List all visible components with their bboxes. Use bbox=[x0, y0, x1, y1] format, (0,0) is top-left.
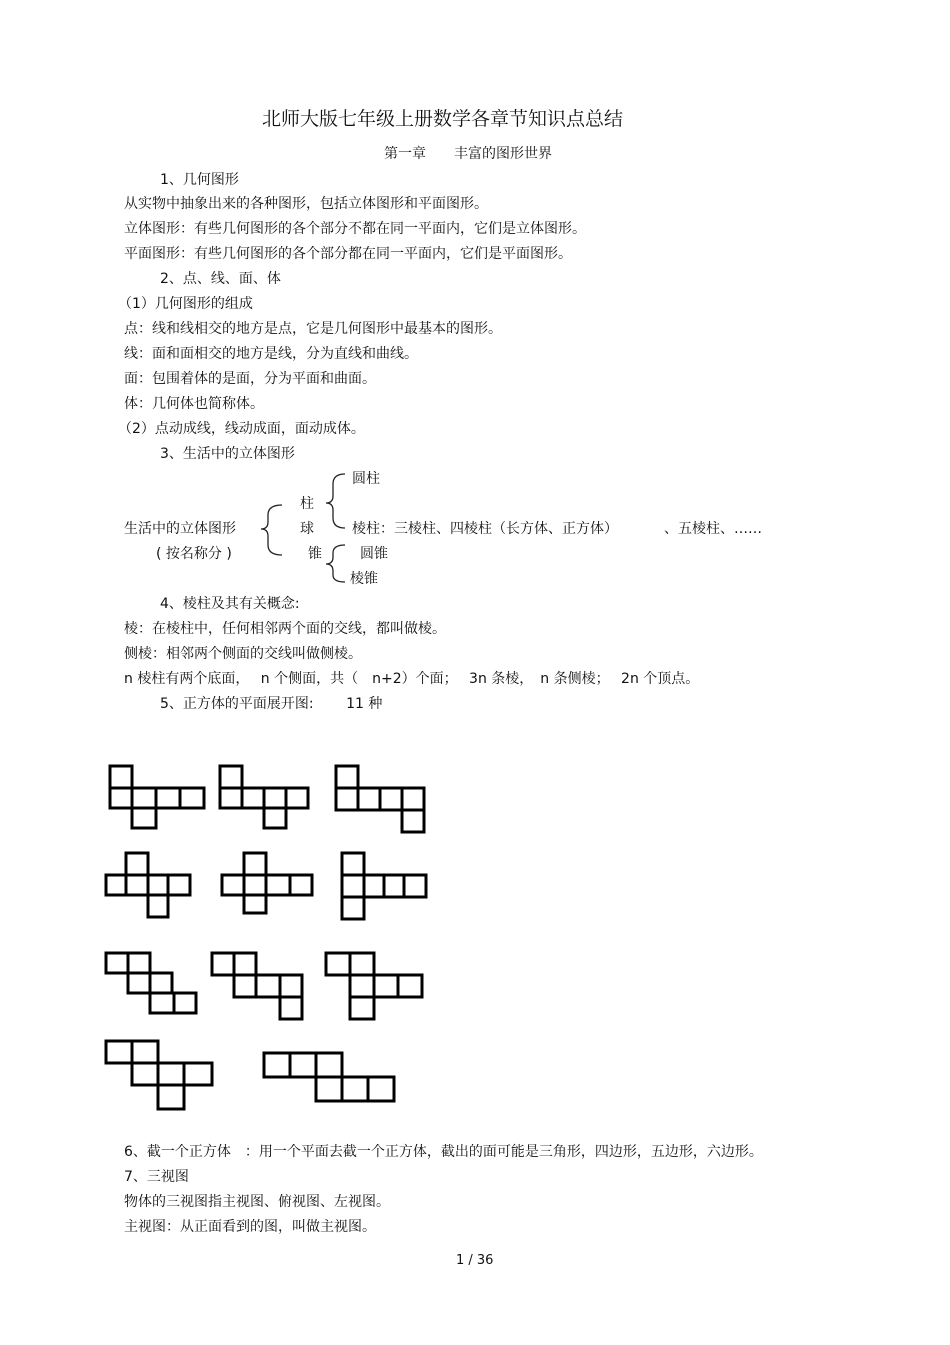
section-7-line-2: 主视图：从正面看到的图，叫做主视图。 bbox=[124, 1219, 376, 1235]
section-4-line-3: n 棱柱有两个底面， n 个侧面，共（ n+2）个面； 3n 条棱， n 条侧棱； 2n 个顶点。 bbox=[124, 671, 700, 687]
cube-net-10 bbox=[106, 1041, 212, 1109]
cube-net-11 bbox=[264, 1053, 394, 1101]
section-5-heading: 5、正方体的平面展开图: 11 种 bbox=[160, 696, 383, 712]
tree-lengzhui: 棱锥 bbox=[350, 571, 378, 587]
section-4-heading: 4、棱柱及其有关概念: bbox=[160, 596, 300, 612]
tree-zhui: 锥 bbox=[308, 546, 322, 562]
tree-lengzhu: 棱柱：三棱柱、四棱柱（长方体、正方体） bbox=[352, 521, 618, 537]
cube-net-6 bbox=[342, 853, 426, 919]
tree-qiu: 球 bbox=[300, 521, 314, 537]
section-1-line-2: 立体图形：有些几何图形的各个部分不都在同一平面内，它们是立体图形。 bbox=[124, 221, 586, 237]
tree-lengzhu-more: 、五棱柱、…… bbox=[664, 521, 762, 537]
section-1-line-1: 从实物中抽象出来的各种图形，包括立体图形和平面图形。 bbox=[124, 196, 488, 212]
section-6-line: 6、截一个正方体 ：用一个平面去截一个正方体，截出的面可能是三角形，四边形，五边形，六边形。 bbox=[124, 1144, 763, 1160]
cube-net-4 bbox=[106, 853, 190, 917]
section-4-line-2: 侧棱：相邻两个侧面的交线叫做侧棱。 bbox=[124, 646, 362, 662]
section-2-line-2: 线：面和面相交的地方是线，分为直线和曲线。 bbox=[124, 346, 418, 362]
cube-net-1 bbox=[110, 766, 204, 828]
section-2-line-4: 体：几何体也简称体。 bbox=[124, 396, 264, 412]
section-2-line-1: 点：线和线相交的地方是点，它是几何图形中最基本的图形。 bbox=[124, 321, 502, 337]
cube-net-7 bbox=[106, 953, 196, 1013]
section-2-heading: 2、点、线、面、体 bbox=[160, 271, 281, 287]
chapter-heading: 第一章 丰富的图形世界 bbox=[384, 146, 552, 162]
tree-root-note: ( 按名称分 ) bbox=[156, 546, 232, 562]
section-2-sub-2: （2）点动成线，线动成面，面动成体。 bbox=[118, 421, 365, 437]
section-1-line-3: 平面图形：有些几何图形的各个部分都在同一平面内，它们是平面图形。 bbox=[124, 246, 572, 262]
cube-net-9 bbox=[326, 953, 422, 1019]
section-2-line-3: 面：包围着体的是面，分为平面和曲面。 bbox=[124, 371, 376, 387]
tree-yuanzhu: 圆柱 bbox=[352, 471, 380, 487]
cube-net-8 bbox=[212, 953, 302, 1019]
cube-net-2 bbox=[220, 766, 308, 828]
section-7-line-1: 物体的三视图指主视图、俯视图、左视图。 bbox=[124, 1194, 390, 1210]
page-number: 1 / 36 bbox=[456, 1253, 494, 1268]
section-7-heading: 7、三视图 bbox=[124, 1169, 189, 1185]
document-title: 北师大版七年级上册数学各章节知识点总结 bbox=[262, 108, 624, 130]
section-3-heading: 3、生活中的立体图形 bbox=[160, 446, 295, 462]
tree-root: 生活中的立体图形 bbox=[124, 521, 236, 537]
cube-net-3 bbox=[336, 766, 424, 832]
section-2-sub-1: （1）几何图形的组成 bbox=[118, 296, 253, 312]
section-4-line-1: 棱：在棱柱中，任何相邻两个面的交线，都叫做棱。 bbox=[124, 621, 446, 637]
section-1-heading: 1、几何图形 bbox=[160, 172, 239, 188]
cube-net-5 bbox=[222, 853, 312, 913]
tree-zhu: 柱 bbox=[300, 496, 314, 512]
tree-yuanzhui: 圆锥 bbox=[360, 546, 388, 562]
